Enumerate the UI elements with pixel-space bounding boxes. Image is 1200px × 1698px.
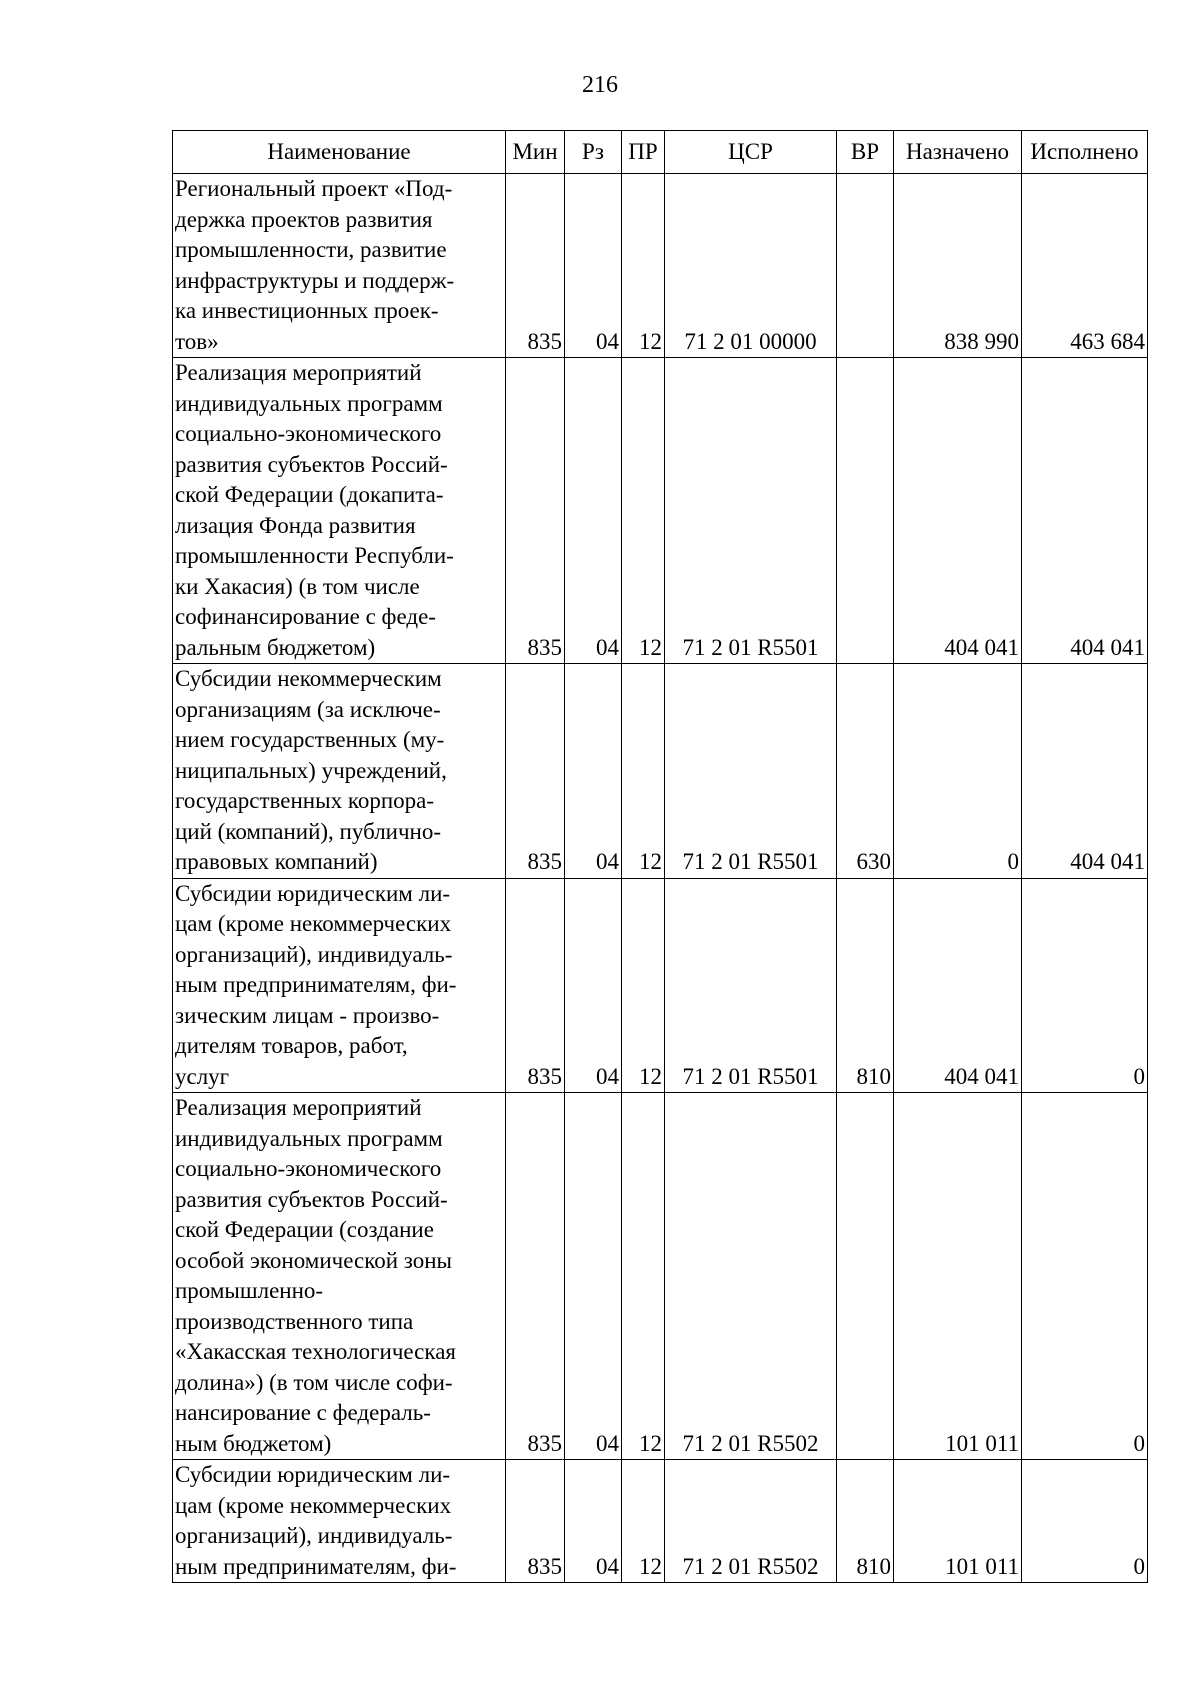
row-name-line: Реализация мероприятий bbox=[175, 1095, 422, 1120]
row-executed-cell: 0 bbox=[1022, 878, 1148, 1093]
row-name-line: ральным бюджетом) bbox=[175, 634, 376, 660]
row-name-cell bbox=[173, 174, 506, 358]
table-row bbox=[173, 664, 1148, 879]
row-name-line: промышленно- bbox=[175, 1278, 324, 1303]
row-name-line: организаций), индивидуаль- bbox=[175, 1523, 453, 1548]
row-executed-cell: 0 bbox=[1022, 1093, 1148, 1460]
row-pr-cell: 12 bbox=[622, 358, 665, 664]
row-vr-cell: 810 bbox=[837, 878, 894, 1093]
row-name-cell bbox=[173, 1093, 506, 1460]
header-min: Мин bbox=[506, 131, 565, 174]
row-csr-cell: 71 2 01 R5502 bbox=[665, 1093, 837, 1460]
row-name-line: ка инвестиционных проек- bbox=[175, 298, 439, 323]
row-name-line: софинансирование с феде- bbox=[175, 604, 436, 629]
row-vr-cell: 630 bbox=[837, 664, 894, 879]
row-csr-cell: 71 2 01 00000 bbox=[665, 174, 837, 358]
row-executed-cell: 404 041 bbox=[1022, 358, 1148, 664]
row-name-line: ской Федерации (докапита- bbox=[175, 482, 444, 507]
row-name-line: государственных корпора- bbox=[175, 788, 434, 813]
row-name-line: лизация Фонда развития bbox=[175, 512, 416, 538]
header-assigned: Назначено bbox=[894, 131, 1022, 174]
row-assigned-cell: 404 041 bbox=[894, 358, 1022, 664]
row-assigned-cell: 404 041 bbox=[894, 878, 1022, 1093]
row-name-line: социально-экономического bbox=[175, 1156, 442, 1181]
row-name-line: ской Федерации (создание bbox=[175, 1217, 434, 1242]
row-name-line: инфраструктуры и поддерж- bbox=[175, 267, 455, 293]
table-row bbox=[173, 1093, 1148, 1460]
row-name-line: ки Хакасия) (в том числе bbox=[175, 573, 420, 599]
row-name-line: промышленности, развитие bbox=[175, 237, 447, 262]
row-rz-cell: 04 bbox=[565, 1460, 622, 1583]
row-csr-cell: 71 2 01 R5501 bbox=[665, 878, 837, 1093]
row-csr-cell: 71 2 01 R5502 bbox=[665, 1460, 837, 1583]
row-name-cell bbox=[173, 664, 506, 879]
row-name-line: ций (компаний), публично- bbox=[175, 818, 442, 844]
row-name-line: нансирование с федераль- bbox=[175, 1400, 431, 1425]
row-min-cell: 835 bbox=[506, 174, 565, 358]
row-vr-cell bbox=[837, 1093, 894, 1460]
row-name-cell bbox=[173, 1460, 506, 1583]
row-assigned-cell: 101 011 bbox=[894, 1093, 1022, 1460]
row-rz-cell: 04 bbox=[565, 664, 622, 879]
row-name-line: долина») (в том числе софи- bbox=[175, 1369, 453, 1395]
row-name-line: Субсидии некоммерческим bbox=[175, 666, 442, 691]
table-row bbox=[173, 174, 1148, 358]
row-executed-cell: 0 bbox=[1022, 1460, 1148, 1583]
header-executed: Исполнено bbox=[1022, 131, 1148, 174]
row-name-line: нием государственных (му- bbox=[175, 727, 445, 752]
row-csr-cell: 71 2 01 R5501 bbox=[665, 358, 837, 664]
row-name-line: услуг bbox=[175, 1063, 230, 1089]
row-name-line: индивидуальных программ bbox=[175, 1125, 443, 1151]
row-pr-cell: 12 bbox=[622, 664, 665, 879]
page-number: 216 bbox=[582, 72, 618, 98]
row-name-line: организаций), индивидуаль- bbox=[175, 941, 453, 967]
row-executed-cell: 463 684 bbox=[1022, 174, 1148, 358]
row-name-line: Реализация мероприятий bbox=[175, 360, 422, 385]
header-rz: Рз bbox=[565, 131, 622, 174]
row-name-line: «Хакасская технологическая bbox=[175, 1339, 456, 1364]
row-name-line: тов» bbox=[175, 328, 219, 354]
row-name-line: развития субъектов Россий- bbox=[175, 451, 448, 477]
header-csr: ЦСР bbox=[665, 131, 837, 174]
row-assigned-cell: 0 bbox=[894, 664, 1022, 879]
row-executed-cell: 404 041 bbox=[1022, 664, 1148, 879]
row-name-line: зическим лицам - произво- bbox=[175, 1002, 440, 1028]
row-name-cell bbox=[173, 358, 506, 664]
row-rz-cell: 04 bbox=[565, 1093, 622, 1460]
row-min-cell: 835 bbox=[506, 1093, 565, 1460]
row-rz-cell: 04 bbox=[565, 358, 622, 664]
header-vr: ВР bbox=[837, 131, 894, 174]
row-name-line: держка проектов развития bbox=[175, 206, 433, 232]
row-min-cell: 835 bbox=[506, 1460, 565, 1583]
row-pr-cell: 12 bbox=[622, 1460, 665, 1583]
row-name-line: Региональный проект «Под- bbox=[175, 176, 453, 201]
row-rz-cell: 04 bbox=[565, 174, 622, 358]
row-pr-cell: 12 bbox=[622, 174, 665, 358]
row-name-line: ниципальных) учреждений, bbox=[175, 757, 447, 783]
row-min-cell: 835 bbox=[506, 878, 565, 1093]
header-name: Наименование bbox=[173, 131, 506, 174]
row-name-line: дителям товаров, работ, bbox=[175, 1033, 408, 1058]
table-row bbox=[173, 878, 1148, 1093]
row-name-line: ным предпринимателям, фи- bbox=[175, 1553, 457, 1579]
row-vr-cell: 810 bbox=[837, 1460, 894, 1583]
row-name-line: производственного типа bbox=[175, 1308, 414, 1334]
row-csr-cell: 71 2 01 R5501 bbox=[665, 664, 837, 879]
row-name-line: ным предпринимателям, фи- bbox=[175, 972, 457, 997]
budget-table bbox=[172, 130, 1148, 1583]
row-vr-cell bbox=[837, 358, 894, 664]
row-min-cell: 835 bbox=[506, 358, 565, 664]
row-name-line: промышленности Республи- bbox=[175, 543, 454, 568]
row-assigned-cell: 101 011 bbox=[894, 1460, 1022, 1583]
row-vr-cell bbox=[837, 174, 894, 358]
table-header-row bbox=[173, 131, 1148, 174]
row-name-line: Субсидии юридическим ли- bbox=[175, 880, 451, 906]
row-rz-cell: 04 bbox=[565, 878, 622, 1093]
row-assigned-cell: 838 990 bbox=[894, 174, 1022, 358]
row-name-line: особой экономической зоны bbox=[175, 1247, 452, 1273]
header-pr: ПР bbox=[622, 131, 665, 174]
row-min-cell: 835 bbox=[506, 664, 565, 879]
row-name-line: социально-экономического bbox=[175, 421, 442, 446]
row-name-line: индивидуальных программ bbox=[175, 390, 443, 416]
row-name-line: правовых компаний) bbox=[175, 849, 378, 874]
table-row bbox=[173, 1460, 1148, 1583]
row-pr-cell: 12 bbox=[622, 1093, 665, 1460]
table-row bbox=[173, 358, 1148, 664]
row-name-line: развития субъектов Россий- bbox=[175, 1186, 448, 1212]
row-name-line: организациям (за исключе- bbox=[175, 696, 441, 722]
row-name-line: Субсидии юридическим ли- bbox=[175, 1462, 451, 1487]
row-name-line: ным бюджетом) bbox=[175, 1430, 332, 1456]
row-name-line: цам (кроме некоммерческих bbox=[175, 911, 452, 936]
row-name-line: цам (кроме некоммерческих bbox=[175, 1492, 452, 1518]
row-name-cell bbox=[173, 878, 506, 1093]
table-body bbox=[173, 174, 1148, 1583]
row-pr-cell: 12 bbox=[622, 878, 665, 1093]
